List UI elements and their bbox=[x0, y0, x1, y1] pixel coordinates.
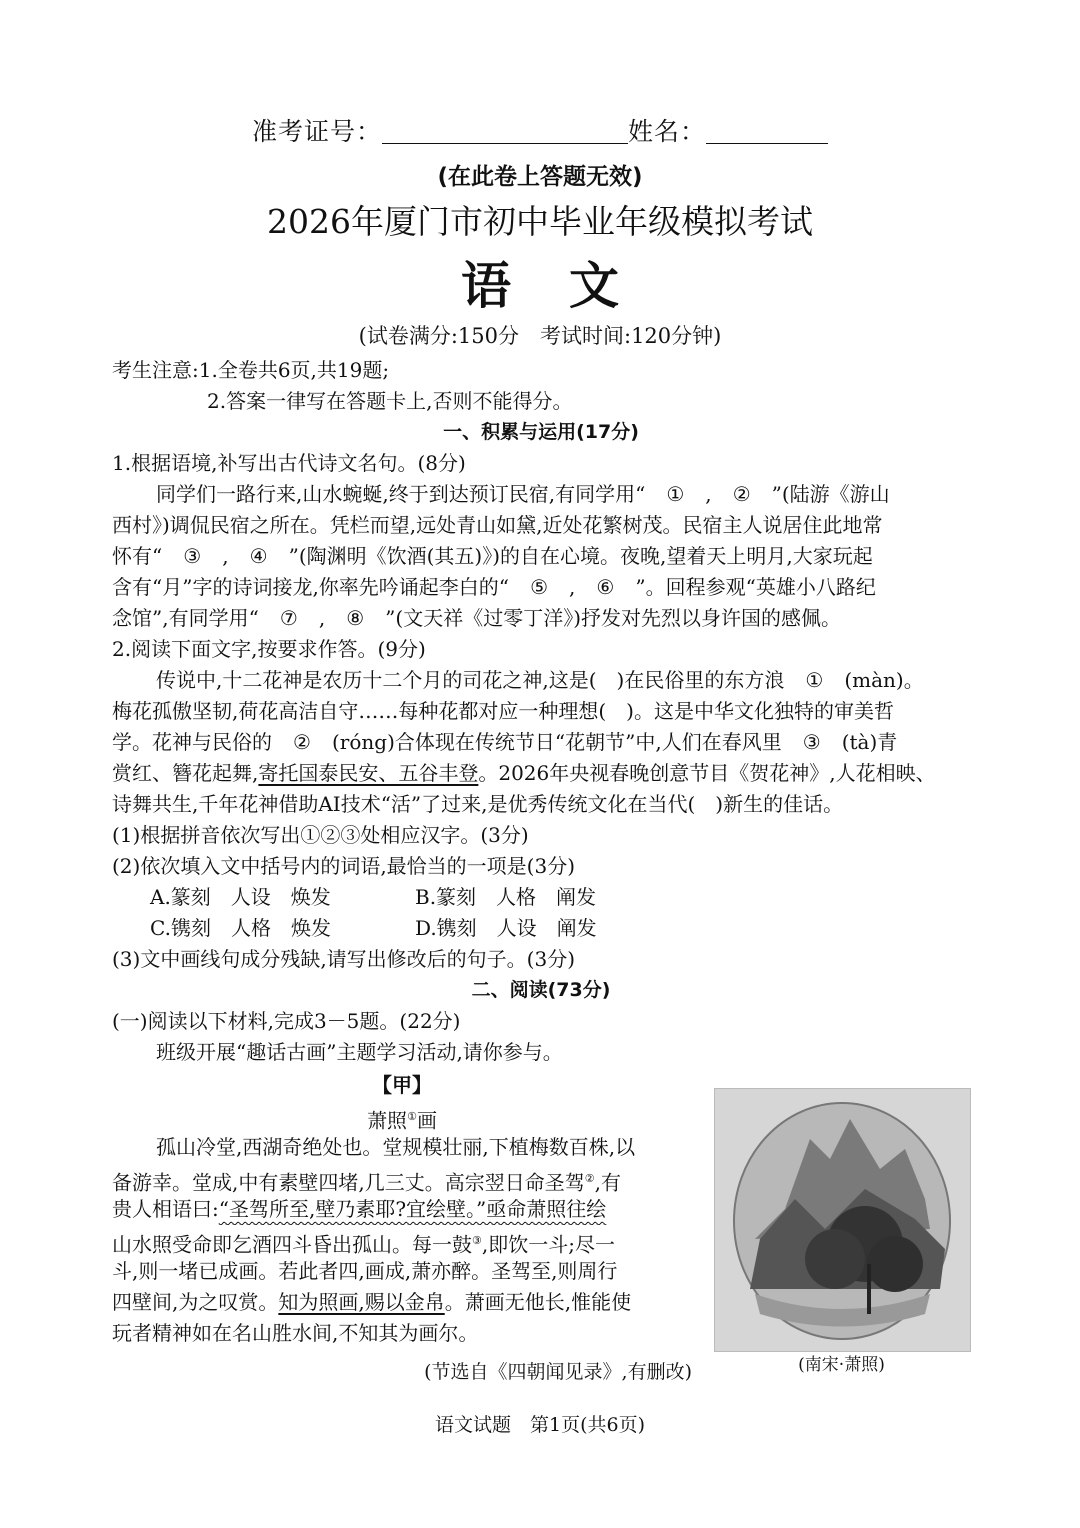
blank-q2-3: ③ bbox=[782, 727, 842, 758]
options-row-1 bbox=[112, 882, 970, 913]
blank-8: ⑧ bbox=[325, 603, 385, 634]
text: ,即饮一斗;尽一 bbox=[481, 1232, 615, 1256]
text: 传说中,十二花神是农历十二个月的司花之神,这是( )在民俗里的东方浪 bbox=[156, 668, 785, 692]
footnote-mark: ① bbox=[407, 1110, 417, 1123]
wavy-underlined-text: 山水照受命即乞酒四斗昏出孤山 bbox=[112, 1232, 392, 1256]
text: 念馆”,有同学用“ bbox=[112, 606, 259, 630]
text: 含有“月”字的诗词接龙,你率先吟诵起李白的“ bbox=[112, 575, 510, 599]
q2-sub-2: (2)依次填入文中括号内的词语,最恰当的一项是(3分) bbox=[112, 854, 576, 878]
notice-line-2: 2.答案一律写在答题卡上,否则不能得分。 bbox=[207, 389, 573, 413]
text: 同学们一路行来,山水蜿蜒,终于到达预订民宿,有同学用“ bbox=[156, 482, 646, 506]
text: ”(陶渊明《饮酒(其五)》)的自在心境。夜晚,望着天上明月,大家玩起 bbox=[288, 544, 873, 568]
passage-source: (节选自《四朝闻见录》,有删改) bbox=[424, 1361, 692, 1383]
q2-stem: 2.阅读下面文字,按要求作答。(9分) bbox=[112, 637, 426, 661]
q1-line-4 bbox=[112, 572, 970, 603]
exam-title: 2026年厦门市初中毕业年级模拟考试 bbox=[267, 202, 813, 241]
option-a: A.篆刻 人设 焕发 bbox=[150, 885, 331, 909]
q2-line-2: 梅花孤傲坚韧,荷花高洁自守……每种花都对应一种理想( )。这是中华文化独特的审美哲 bbox=[112, 699, 894, 723]
passage-line-2 bbox=[112, 1163, 692, 1194]
part1-stem: (一)阅读以下材料,完成3－5题。(22分) bbox=[112, 1009, 461, 1033]
name-label: 姓名： bbox=[628, 117, 707, 146]
blank-3: ③ bbox=[162, 541, 222, 572]
painting-caption: (南宋·萧照) bbox=[798, 1355, 885, 1375]
text: 学。花神与民俗的 bbox=[112, 730, 272, 754]
section2-title: 二、阅读(73分) bbox=[471, 979, 611, 1001]
exam-meta: (试卷满分:150分 考试时间:120分钟) bbox=[358, 324, 722, 348]
part1-intro: 班级开展“趣话古画”主题学习活动,请你参与。 bbox=[156, 1040, 563, 1064]
text: , bbox=[569, 575, 576, 599]
wavy-underlined-text: “圣驾所至,壁乃素耶?宜绘壁。”亟命萧照往绘 bbox=[218, 1197, 607, 1221]
q2-line-4 bbox=[112, 758, 970, 789]
blank-6: ⑥ bbox=[575, 572, 635, 603]
passage-line-3 bbox=[112, 1194, 692, 1225]
passage-line-1: 孤山冷堂,西湖奇绝处也。堂规模壮丽,下植梅数百株,以 bbox=[156, 1135, 636, 1159]
main-content bbox=[112, 355, 970, 1068]
text: ”。回程参观“英雄小八路纪 bbox=[635, 575, 876, 599]
passage-line-4 bbox=[112, 1225, 692, 1256]
text: 萧照 bbox=[367, 1108, 408, 1132]
text: 赏红、簪花起舞, bbox=[112, 761, 259, 785]
text: (tà)青 bbox=[841, 730, 898, 754]
option-c: C.镌刻 人格 焕发 bbox=[150, 916, 331, 940]
q1-line-5 bbox=[112, 603, 970, 634]
text: 。每一鼓 bbox=[392, 1232, 472, 1256]
name-blank bbox=[706, 117, 828, 144]
text: 备游幸。堂成,中有素壁四堵,几三丈。高宗翌日命圣驾 bbox=[112, 1170, 585, 1194]
blank-5: ⑤ bbox=[509, 572, 569, 603]
option-d: D.镌刻 人设 阐发 bbox=[415, 916, 597, 940]
blank-4: ④ bbox=[229, 541, 289, 572]
text: 。2026年央视春晚创意节目《贺花神》,人花相映、 bbox=[478, 761, 936, 785]
text: 怀有“ bbox=[112, 544, 163, 568]
blank-q2-2: ② bbox=[272, 727, 332, 758]
text: ,有 bbox=[594, 1170, 621, 1194]
painting-image bbox=[714, 1088, 971, 1352]
passage-body bbox=[112, 1132, 692, 1349]
q2-sub-1: (1)根据拼音依次写出①②③处相应汉字。(3分) bbox=[112, 823, 529, 847]
q1-line-1 bbox=[112, 479, 970, 510]
footnote-mark: ② bbox=[584, 1172, 595, 1185]
text: (màn)。 bbox=[844, 668, 924, 692]
underlined-sentence: 寄托国泰民安、五谷丰登 bbox=[258, 761, 479, 785]
blank-1: ① bbox=[645, 479, 705, 510]
q1-stem: 1.根据语境,补写出古代诗文名句。(8分) bbox=[112, 451, 466, 475]
text: ”(陆游《游山 bbox=[771, 482, 890, 506]
q2-line-1 bbox=[112, 665, 970, 696]
option-b: B.篆刻 人格 阐发 bbox=[415, 885, 597, 909]
q2-line-3 bbox=[112, 727, 970, 758]
invalid-note: (在此卷上答题无效) bbox=[437, 164, 643, 190]
text: 画 bbox=[416, 1108, 437, 1132]
blank-7: ⑦ bbox=[259, 603, 319, 634]
blank-q2-1: ① bbox=[784, 665, 844, 696]
exam-number-label: 准考证号： bbox=[251, 117, 382, 146]
page-footer: 语文试题 第1页(共6页) bbox=[434, 1414, 645, 1436]
section1-title: 一、积累与运用(17分) bbox=[443, 421, 639, 443]
candidate-info-line bbox=[0, 112, 1080, 148]
exam-number-blank bbox=[382, 117, 628, 144]
text: 。萧画无他长,惟能使 bbox=[444, 1290, 632, 1314]
text: , bbox=[705, 482, 712, 506]
text: 贵人相语曰: bbox=[112, 1197, 219, 1221]
passage-line-5: 斗,则一堵已成画。若此者四,画成,萧亦醉。圣驾至,则周行 bbox=[112, 1259, 618, 1283]
text: 四壁间,为之叹赏。 bbox=[112, 1290, 279, 1314]
passage-title bbox=[112, 1101, 692, 1132]
underlined-text: 知为照画,赐以金帛 bbox=[278, 1290, 445, 1314]
q2-line-5: 诗舞共生,千年花神借助AI技术“活”了过来,是优秀传统文化在当代( )新生的佳话。 bbox=[112, 792, 844, 816]
passage-heading bbox=[112, 1070, 692, 1132]
text: (róng)合体现在传统节日“花朝节”中,人们在春风里 bbox=[332, 730, 782, 754]
q2-sub-3: (3)文中画线句成分残缺,请写出修改后的句子。(3分) bbox=[112, 947, 576, 971]
notice-line-1: 考生注意:1.全卷共6页,共19题; bbox=[112, 358, 390, 382]
options-row-2 bbox=[112, 913, 970, 944]
landscape-painting-icon bbox=[715, 1089, 970, 1351]
q1-line-2: 西村》)调侃民宿之所在。凭栏而望,远处青山如黛,近处花繁树茂。民宿主人说居住此地常 bbox=[112, 513, 883, 537]
text: , bbox=[222, 544, 229, 568]
blank-2: ② bbox=[712, 479, 772, 510]
passage-line-6 bbox=[112, 1287, 692, 1318]
passage-line-7: 玩者精神如在名山胜水间,不知其为画尔。 bbox=[112, 1321, 479, 1345]
text: , bbox=[318, 606, 326, 630]
footnote-mark: ③ bbox=[472, 1234, 482, 1247]
text: ”(文天祥《过零丁洋》)抒发对先烈以身许国的感佩。 bbox=[385, 606, 842, 630]
jia-label: 【甲】 bbox=[372, 1073, 432, 1097]
q1-line-3 bbox=[112, 541, 970, 572]
subject-title: 语文 bbox=[461, 257, 677, 315]
